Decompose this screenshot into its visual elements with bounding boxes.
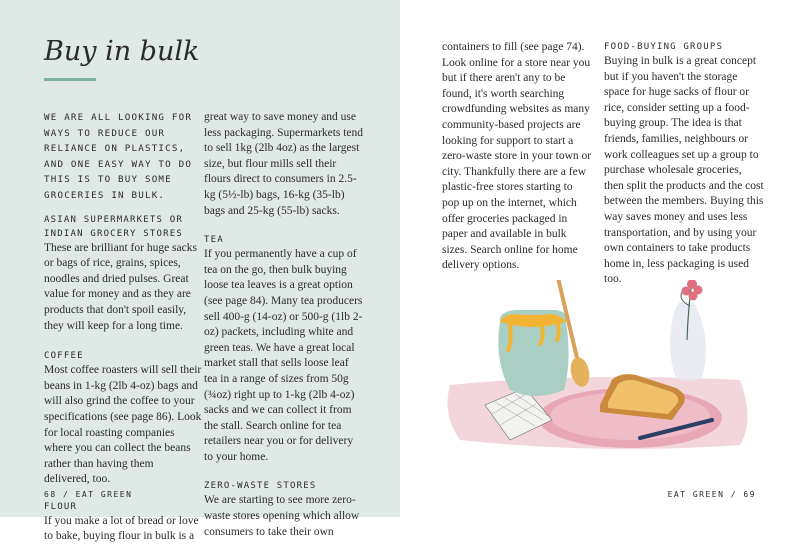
flower-petal	[689, 292, 698, 301]
flour-text-continued: great way to save money and use less packaging. Supermarkets tend to sell 1kg (2lb 4oz) as the largest size, but flour mills sell their flours direct to consumers in 2.5-kg (5½-lb) bags, 16-kg (35-lb) bags and 25-kg (55-lb) sacks.	[204, 111, 364, 217]
left-page	[0, 0, 400, 543]
coffee-text: Most coffee roasters will sell their beans in 1-kg (2lb 4-oz) bags and will also grind the coffee to your specifications (see page 86). Look for local roasting companies where you can collect the beans rather than having them delivered, too.	[44, 364, 202, 486]
food-groups-heading: FOOD-BUYING GROUPS	[604, 42, 724, 52]
flour-text: If you make a lot of bread or love to bake, buying flour in bulk is a	[44, 514, 199, 543]
left-column-1	[44, 110, 202, 545]
tea-heading: TEA	[204, 235, 224, 246]
page-title: Buy in bulk	[44, 36, 200, 67]
title-rule	[44, 78, 96, 81]
asian-text: These are brilliant for huge sacks or bags of rice, grains, spices, noodles and dried pulses. Great value for money and as they are products that don't spoil easily, they will keep for a long time.	[44, 241, 197, 332]
zero-waste-heading: ZERO-WASTE STORES	[204, 481, 317, 492]
flour-heading: FLOUR	[44, 501, 78, 512]
tea-text: If you permanently have a cup of tea on the go, then bulk buying loose tea leaves is a great option (see page 84). Many tea producers sell 400-g (14-oz) or 500-g (1lb 2-oz) packets, including white and green teas. We have a great local market stall that sells loose leaf tea in a range of sizes from 50g (¾oz) right up to 1-kg (2lb 4-oz) sacks and we can collect it from the stall. Search online for tea retailers near you or for delivery to your home.	[204, 248, 363, 463]
food-groups-text: Buying in bulk is a great concept but if you haven't the storage space for huge sacks of flour or rice, consider setting up a food-buying group. The idea is that friends, families, neighbours or work colleagues set up a group to purchase wholesale groceries, then split the products and the cost between the members. Buying this way saves money and uses less transportation, and by using your own containers to take products home in, less packaging is used too.	[604, 55, 764, 286]
right-column-2	[604, 40, 764, 288]
right-folio: EAT GREEN / 69	[667, 490, 756, 499]
asian-heading: ASIAN SUPERMARKETS OR INDIAN GROCERY STORES	[44, 214, 183, 239]
breakfast-illustration	[440, 280, 760, 460]
left-column-2	[204, 110, 364, 540]
left-folio: 68 / EAT GREEN	[44, 490, 133, 499]
zero-waste-text-continued: containers to fill (see page 74). Look online for a store near you but if there aren't any to be found, it's worth searching crowdfunding websites as many community-based projects are looking for support to start a zero-waste store in your town or city. Thankfully there are a few plastic-free stores starting to pop up on the internet, which offer groceries packaged in paper and available in bulk sizes. Search online for home delivery options.	[442, 41, 592, 272]
right-column-1	[442, 40, 592, 274]
right-page	[400, 0, 800, 517]
intro-text: WE ARE ALL LOOKING FOR WAYS TO REDUCE OUR RELIANCE ON PLASTICS, AND ONE EASY WAY TO DO THIS IS TO BUY SOME GROCERIES IN BULK.	[44, 112, 193, 201]
coffee-heading: COFFEE	[44, 351, 84, 362]
zero-waste-text: We are starting to see more zero-waste stores opening which allow consumers to take their own	[204, 494, 360, 538]
